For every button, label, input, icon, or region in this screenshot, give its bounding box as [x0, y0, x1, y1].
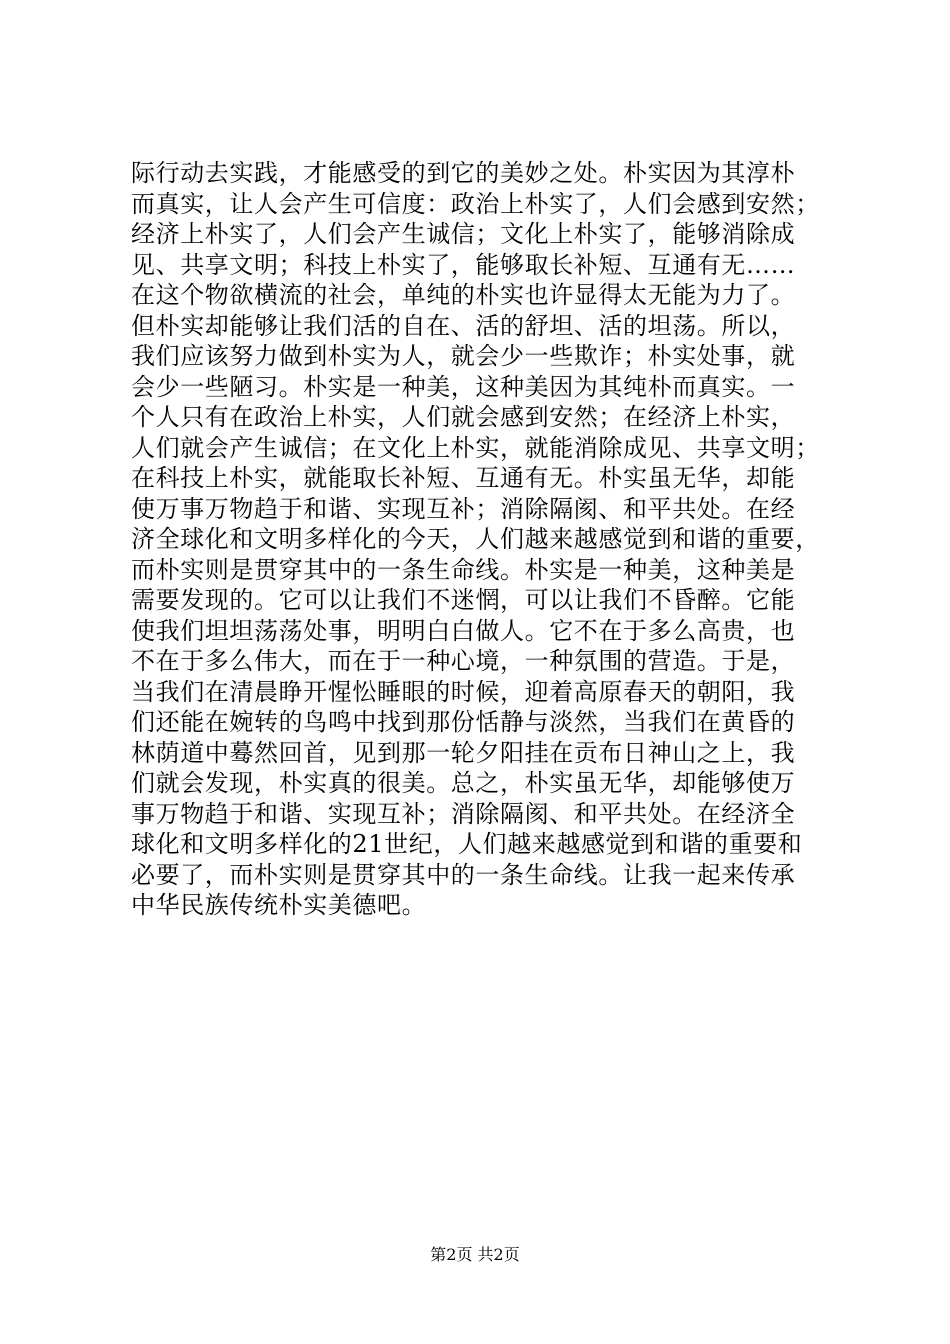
text-line: 在科技上朴实，就能取长补短、互通有无。朴实虽无华，却能	[131, 464, 796, 492]
text-line: 际行动去实践，才能感受的到它的美妙之处。朴实因为其淳朴	[131, 159, 796, 187]
text-line: 们就会发现，朴实真的很美。总之，朴实虽无华，却能够使万	[131, 769, 796, 797]
text-line: 个人只有在政治上朴实，人们就会感到安然；在经济上朴实，	[131, 403, 796, 431]
text-line: 们还能在婉转的鸟鸣中找到那份恬静与淡然，当我们在黄昏的	[131, 708, 796, 736]
text-line: 而真实，让人会产生可信度：政治上朴实了，人们会感到安然；	[131, 189, 820, 218]
text-line: 使万事万物趋于和谐、实现互补；消除隔阂、和平共处。在经	[131, 494, 796, 523]
text-line: 我们应该努力做到朴实为人，就会少一些欺诈；朴实处事，就	[131, 342, 796, 370]
text-line: 球化和文明多样化的21世纪，人们越来越感觉到和谐的重要和	[131, 830, 803, 858]
text-line: 林荫道中蓦然回首，见到那一轮夕阳挂在贡布日神山之上，我	[131, 738, 796, 767]
text-line: 而朴实则是贯穿其中的一条生命线。朴实是一种美，这种美是	[131, 555, 796, 584]
text-line: 使我们坦坦荡荡处事，明明白白做人。它不在于多么高贵，也	[131, 616, 796, 645]
text-line: 见、共享文明；科技上朴实了，能够取长补短、互通有无……	[131, 250, 796, 279]
text-line: 不在于多么伟大，而在于一种心境，一种氛围的营造。于是，	[131, 647, 796, 675]
text-line: 在这个物欲横流的社会，单纯的朴实也许显得太无能为力了。	[131, 281, 796, 309]
text-line: 济全球化和文明多样化的今天，人们越来越感觉到和谐的重要，	[131, 525, 820, 553]
text-line: 必要了，而朴实则是贯穿其中的一条生命线。让我一起来传承	[131, 860, 796, 889]
page-number-footer: 第2页 共2页	[430, 1245, 520, 1264]
text-line: 需要发现的。它可以让我们不迷惘，可以让我们不昏醉。它能	[131, 586, 796, 614]
text-line: 事万物趋于和谐、实现互补；消除隔阂、和平共处。在经济全	[131, 799, 796, 828]
text-line: 人们就会产生诚信；在文化上朴实，就能消除成见、共享文明；	[131, 433, 820, 462]
text-line: 经济上朴实了，人们会产生诚信；文化上朴实了，能够消除成	[131, 220, 796, 248]
text-line: 但朴实却能够让我们活的自在、活的舒坦、活的坦荡。所以，	[131, 311, 796, 340]
body-text	[131, 158, 851, 921]
text-line: 当我们在清晨睁开惺忪睡眼的时候，迎着高原春天的朝阳，我	[131, 677, 796, 706]
text-line: 会少一些陋习。朴实是一种美，这种美因为其纯朴而真实。一	[131, 372, 796, 401]
text-line: 中华民族传统朴实美德吧。	[131, 891, 427, 919]
